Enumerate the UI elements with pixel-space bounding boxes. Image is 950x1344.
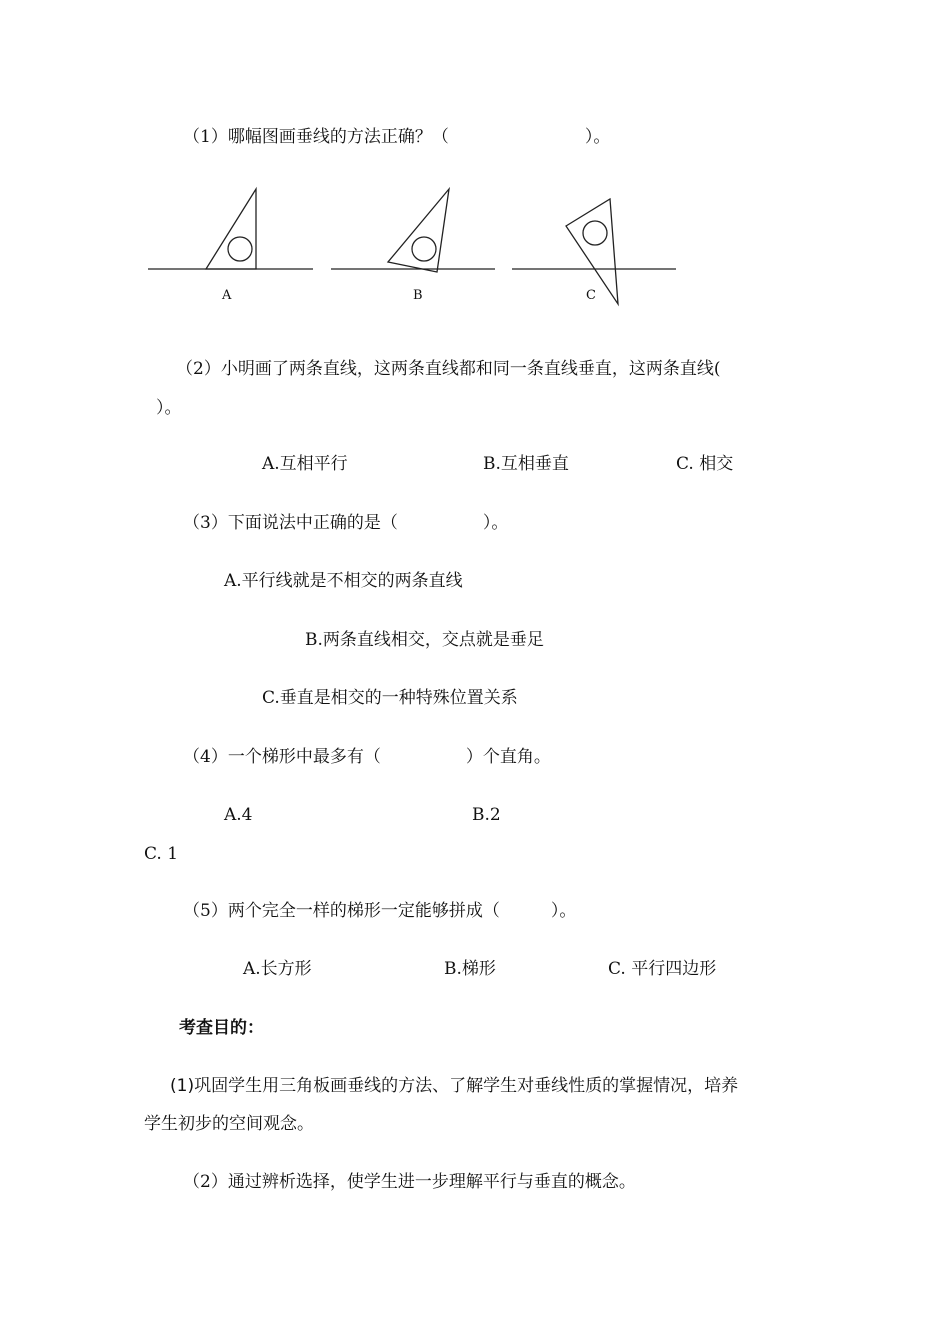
q3-option-b: B.两条直线相交，交点就是垂足: [305, 630, 544, 650]
q4-option-b: B.2: [472, 805, 501, 825]
purpose-p2: （2）通过辨析选择，使学生进一步理解平行与垂直的概念。: [183, 1172, 636, 1192]
q5-option-b: B.梯形: [444, 959, 496, 979]
q3-option-a: A.平行线就是不相交的两条直线: [224, 571, 463, 591]
q2-text-line1: （2）小明画了两条直线，这两条直线都和同一条直线垂直，这两条直线(: [176, 359, 721, 379]
q5-text: （5）两个完全一样的梯形一定能够拼成（ ）。: [183, 901, 577, 921]
q1-text: （1）哪幅图画垂线的方法正确？（ ）。: [183, 127, 611, 147]
figure-b-circle: [412, 237, 436, 261]
purpose-p1-line1: (1)巩固学生用三角板画垂线的方法、了解学生对垂线性质的掌握情况，培养: [170, 1076, 739, 1096]
q5-option-a: A.长方形: [243, 959, 312, 979]
q1-figures: [0, 0, 950, 340]
figure-b-label: B: [413, 288, 423, 303]
q3-option-c: C.垂直是相交的一种特殊位置关系: [262, 688, 518, 708]
figure-c-circle: [583, 221, 607, 245]
figure-a-circle: [228, 237, 252, 261]
figure-a: [148, 189, 313, 269]
q2-option-a: A.互相平行: [262, 454, 348, 474]
q3-text: （3）下面说法中正确的是（ ）。: [183, 513, 509, 533]
q4-text: （4）一个梯形中最多有（ ）个直角。: [183, 747, 551, 767]
q2-option-c: C. 相交: [676, 454, 734, 474]
q4-option-a: A.4: [224, 805, 253, 825]
figure-c-label: C: [586, 288, 596, 303]
q2-option-b: B.互相垂直: [483, 454, 569, 474]
figure-b: [331, 189, 495, 272]
figure-a-label: A: [222, 288, 232, 303]
purpose-p1-line2: 学生初步的空间观念。: [144, 1114, 314, 1134]
q5-option-c: C. 平行四边形: [608, 959, 717, 979]
purpose-heading: 考查目的：: [179, 1018, 264, 1038]
q4-option-c: C. 1: [144, 844, 179, 864]
q2-text-line2: ）。: [156, 398, 182, 418]
